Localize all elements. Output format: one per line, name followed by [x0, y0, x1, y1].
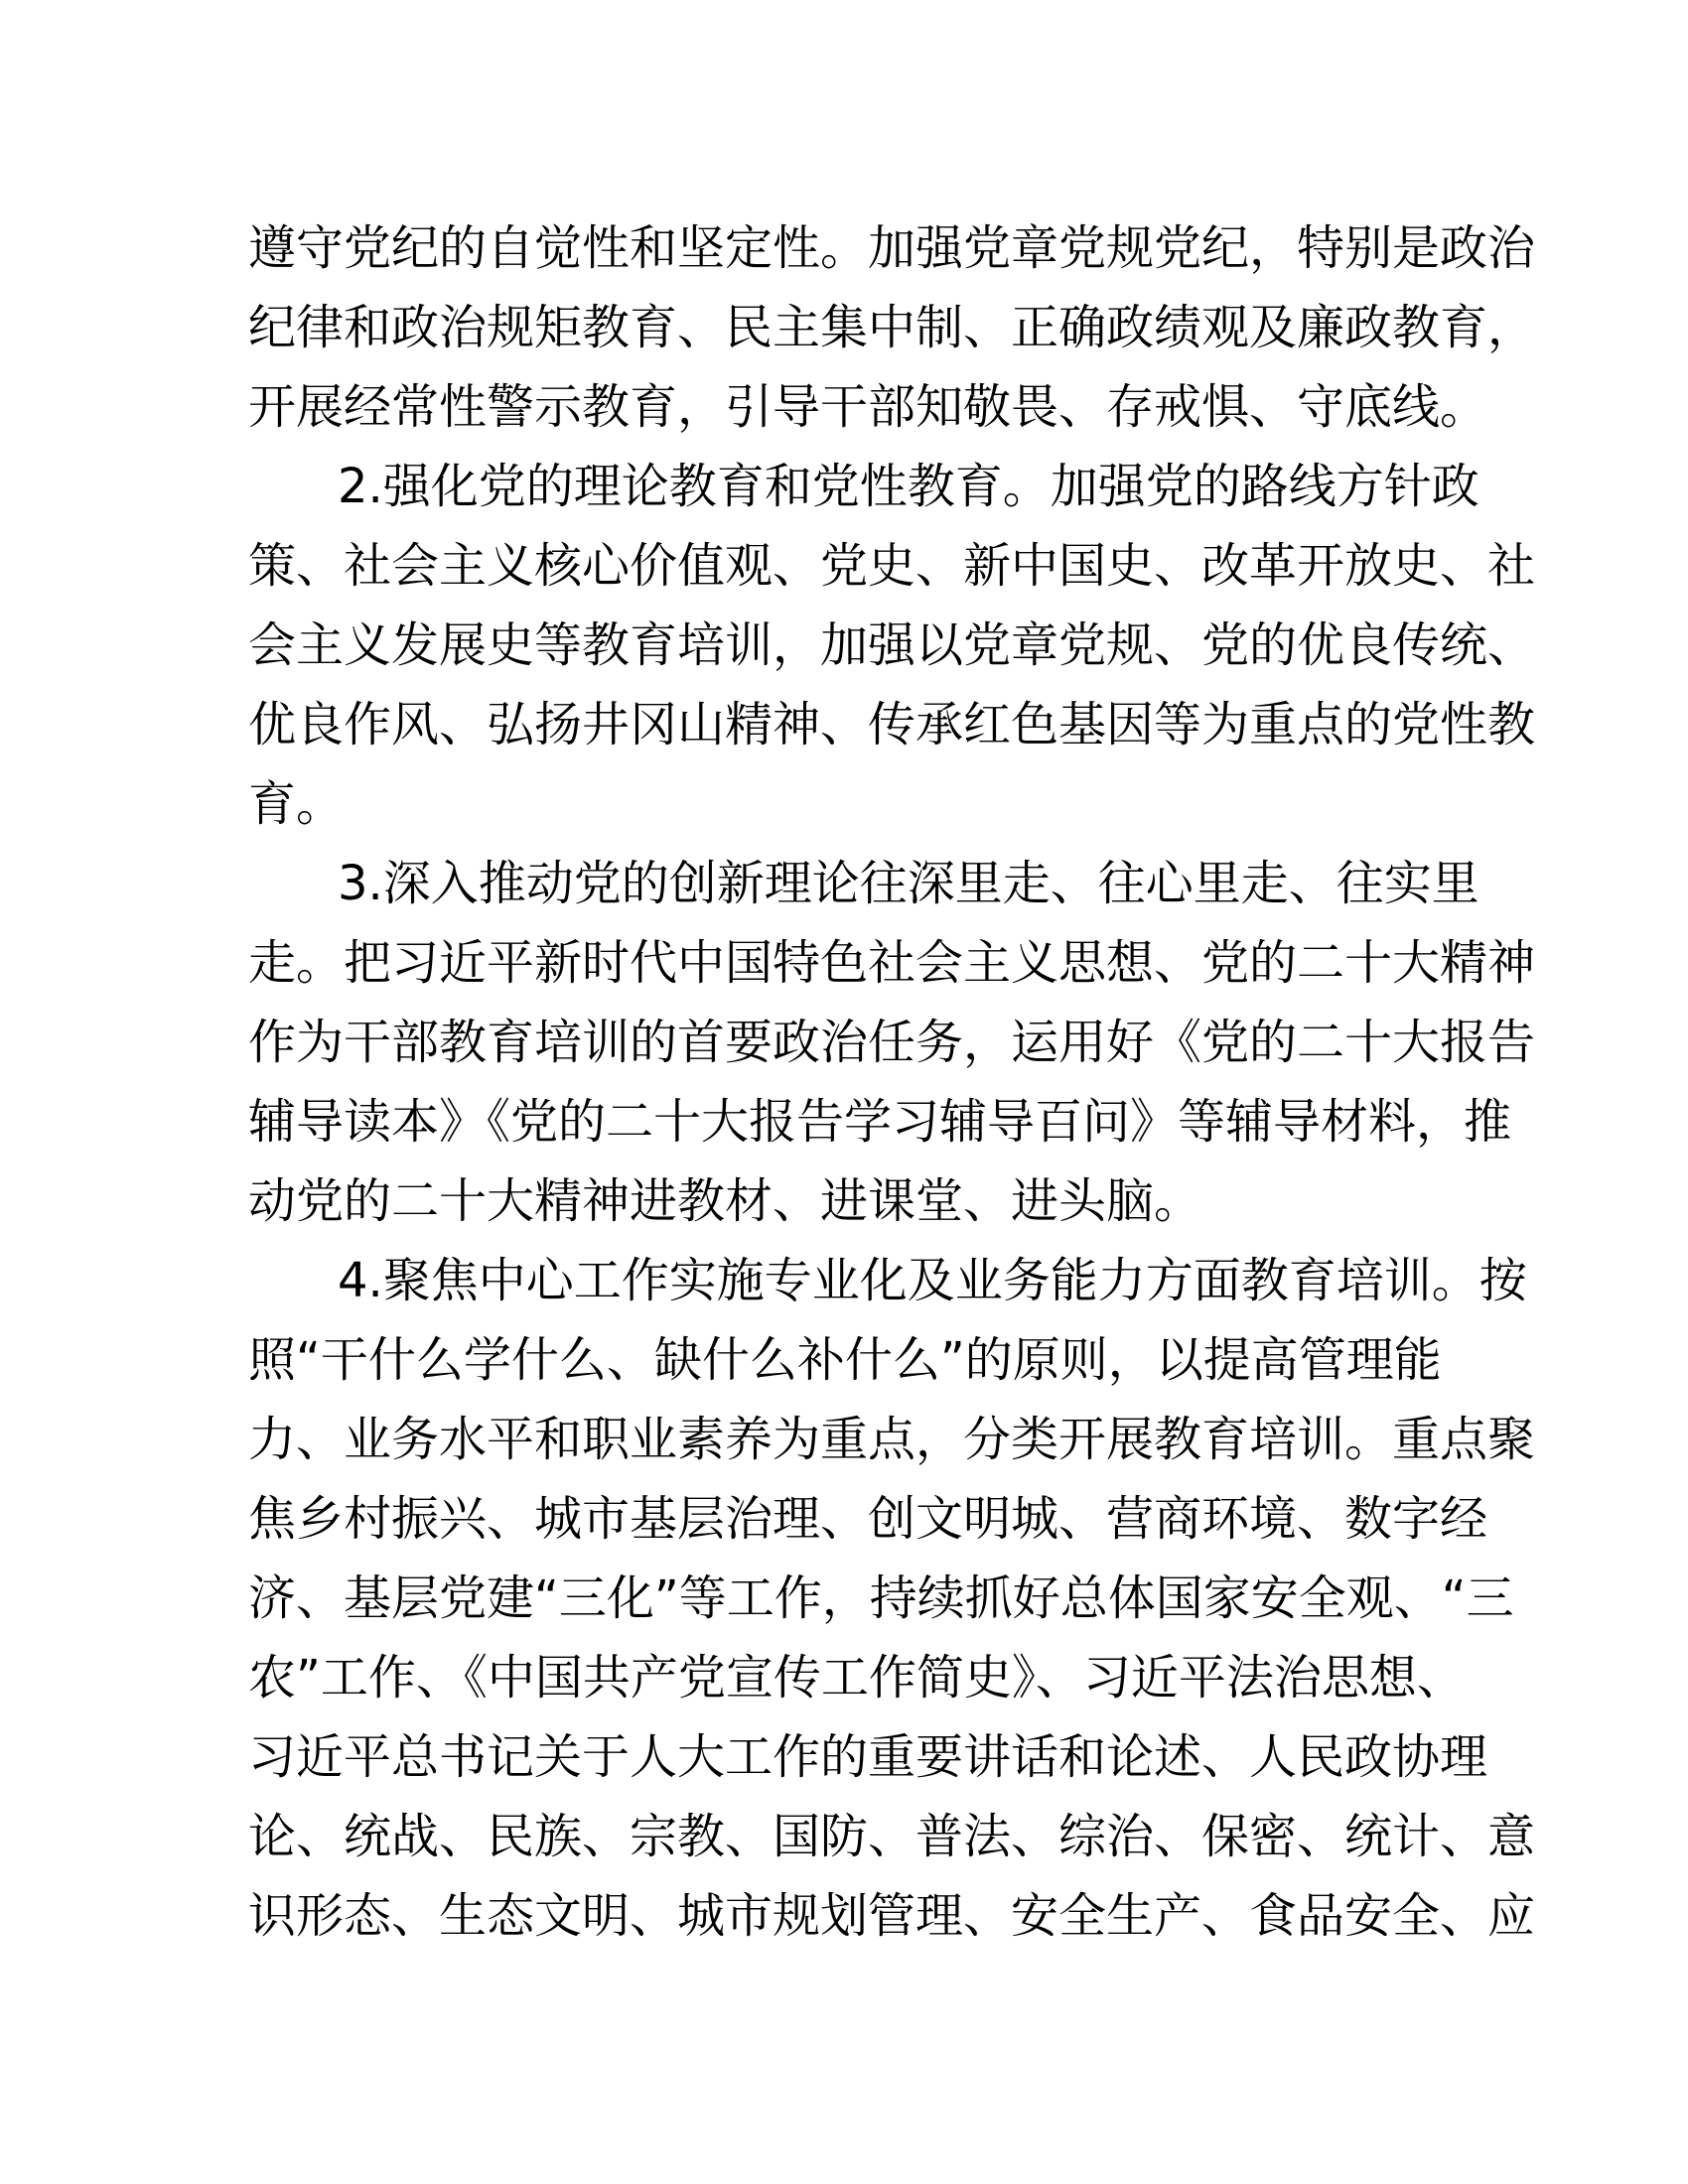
text-line: 开展经常性警示教育，引导干部知敬畏、存戒惧、守底线。 — [248, 379, 1488, 435]
text-line: 识形态、生态文明、城市规划管理、安全生产、食品安全、应 — [248, 1888, 1536, 1944]
paragraph-continuation — [248, 208, 1536, 447]
paragraph-item-3 — [248, 844, 1536, 1241]
text-line: 焦乡村振兴、城市基层治理、创文明城、营商环境、数字经 — [248, 1491, 1488, 1547]
text-line: 照“干什么学什么、缺什么补什么”的原则，以提高管理能 — [248, 1332, 1442, 1388]
text-line: 4.聚焦中心工作实施专业化及业务能力方面教育培训。按 — [338, 1253, 1527, 1308]
text-line: 策、社会主义核心价值观、党史、新中国史、改革开放史、社 — [248, 538, 1536, 594]
text-line: 济、基层党建“三化”等工作，持续抓好总体国家安全观、“三 — [248, 1570, 1514, 1626]
text-line: 优良作风、弘扬井冈山精神、传承红色基因等为重点的党性教 — [248, 697, 1536, 752]
text-line: 力、业务水平和职业素养为重点，分类开展教育培训。重点聚 — [248, 1412, 1536, 1467]
text-line: 会主义发展史等教育培训，加强以党章党规、党的优良传统、 — [248, 617, 1536, 673]
text-line: 遵守党纪的自觉性和坚定性。加强党章党规党纪，特别是政治 — [248, 220, 1536, 276]
text-line: 动党的二十大精神进教材、进课堂、进头脑。 — [248, 1173, 1202, 1229]
text-line: 农”工作、《中国共产党宣传工作简史》、习近平法治思想、 — [248, 1650, 1465, 1706]
text-line: 习近平总书记关于人大工作的重要讲话和论述、人民政协理 — [248, 1729, 1488, 1785]
text-line: 3.深入推动党的创新理论往深里走、往心里走、往实里 — [338, 856, 1479, 911]
text-line: 作为干部教育培训的首要政治任务，运用好《党的二十大报告 — [248, 1015, 1536, 1070]
text-line: 走。把习近平新时代中国特色社会主义思想、党的二十大精神 — [248, 935, 1536, 991]
text-line: 2.强化党的理论教育和党性教育。加强党的路线方针政 — [338, 459, 1479, 514]
text-line: 辅导读本》《党的二十大报告学习辅导百问》等辅导材料，推 — [248, 1094, 1512, 1150]
text-line: 论、统战、民族、宗教、国防、普法、综治、保密、统计、意 — [248, 1809, 1536, 1864]
paragraph-item-2 — [248, 447, 1536, 844]
text-line: 纪律和政治规矩教育、民主集中制、正确政绩观及廉政教育， — [248, 300, 1536, 355]
paragraph-item-4 — [248, 1241, 1536, 1956]
text-line: 育。 — [248, 776, 345, 832]
document-body — [248, 208, 1536, 1956]
